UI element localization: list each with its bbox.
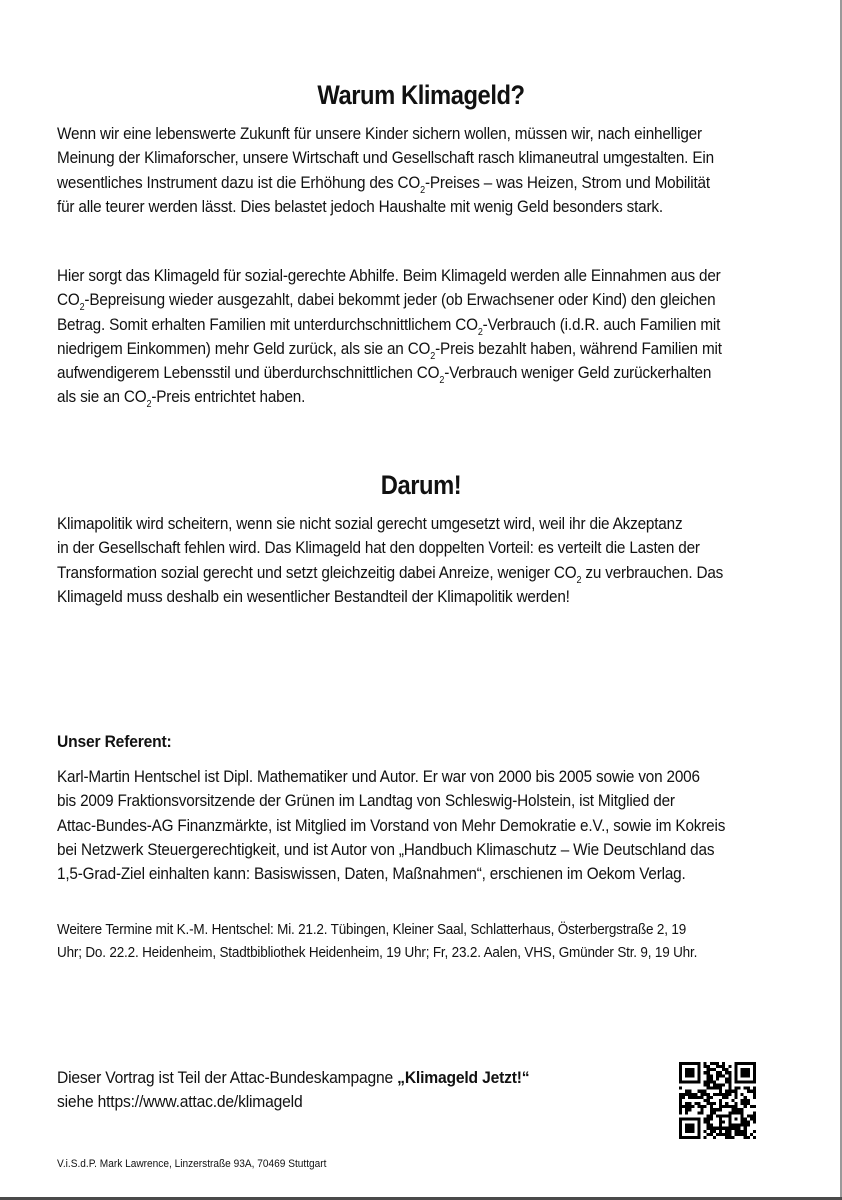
text-line: für alle teurer werden lässt. Dies belastet jedoch Haushalte mit wenig Geld besonders stark.: [57, 196, 663, 216]
text-run: -Preis bezahlt haben, während Familien mit: [435, 338, 722, 358]
text-line: Attac-Bundes-AG Finanzmärkte, ist Mitglied im Vorstand von Mehr Demokratie e.V., sowie im Kokreis: [57, 815, 726, 835]
text-run: Transformation sozial gerecht und setzt gleichzeitig dabei Anreize, weniger CO: [57, 562, 577, 582]
text-run: -Preises – was Heizen, Strom und Mobilität: [424, 172, 710, 192]
subscript: 2: [79, 302, 85, 314]
paragraph-darum: [57, 512, 768, 609]
subscript: 2: [576, 574, 582, 586]
paragraph-klimageld: [57, 264, 768, 410]
text-run: -Preis entrichtet haben.: [151, 387, 306, 407]
text-run: CO: [57, 290, 80, 310]
imprint: V.i.S.d.P. Mark Lawrence, Linzerstraße 93A, 70469 Stuttgart: [57, 1158, 327, 1170]
text-run: -Bepreisung wieder ausgezahlt, dabei bekommt jeder (ob Erwachsener oder Kind) den gleichen: [84, 290, 716, 310]
subscript: 2: [430, 350, 436, 362]
text-run: -Verbrauch (i.d.R. auch Familien mit: [482, 314, 721, 334]
campaign-text: Dieser Vortrag ist Teil der Attac-Bundeskampagne: [57, 1068, 398, 1087]
further-dates: [57, 918, 795, 964]
subscript: 2: [477, 326, 483, 338]
qr-code-icon: [679, 1062, 756, 1139]
text-line: Karl-Martin Hentschel ist Dipl. Mathematiker und Autor. Er war von 2000 bis 2005 sowie von 2006: [57, 767, 700, 786]
referent-heading: Unser Referent:: [57, 732, 172, 751]
text-line: Meinung der Klimaforscher, unsere Wirtschaft und Gesellschaft rasch klimaneutral umgestalten. Ein: [57, 148, 714, 168]
text-line: Hier sorgt das Klimageld für sozial-gerechte Abhilfe. Beim Klimageld werden alle Einnahmen aus der: [57, 266, 721, 285]
text-line: [57, 561, 768, 585]
text-line: [57, 288, 768, 312]
campaign-name: „Klimageld Jetzt!“: [397, 1068, 530, 1087]
subscript: 2: [146, 399, 152, 411]
section-title-warum: Warum Klimageld?: [317, 80, 525, 110]
text-line: Uhr; Do. 22.2. Heidenheim, Stadtbibliothek Heidenheim, 19 Uhr; Fr, 23.2. Aalen, VHS, Gmünder Str. 9, 19 Uhr.: [57, 944, 698, 961]
text-line: [57, 385, 768, 409]
text-run: als sie an CO: [57, 387, 147, 407]
text-line: in der Gesellschaft fehlen wird. Das Klimageld hat den doppelten Vorteil: es verteilt die Lasten der: [57, 538, 700, 558]
campaign-note: [57, 1066, 683, 1114]
text-line: 1,5-Grad-Ziel einhalten kann: Basiswissen, Daten, Maßnahmen“, erschienen im Oekom Verlag.: [57, 864, 686, 884]
text-line: [57, 337, 768, 361]
text-line: bis 2009 Fraktionsvorsitzende der Grünen im Landtag von Schleswig-Holstein, ist Mitglied der: [57, 791, 675, 811]
text-line: [57, 313, 768, 337]
text-run: niedrigem Einkommen) mehr Geld zurück, als sie an CO: [57, 338, 431, 358]
campaign-link[interactable]: siehe https://www.attac.de/klimageld: [57, 1092, 303, 1111]
text-line: Klimageld muss deshalb ein wesentlicher Bestandteil der Klimapolitik werden!: [57, 586, 570, 606]
text-run: wesentliches Instrument dazu ist die Erhöhung des CO: [57, 172, 421, 192]
text-line: [57, 361, 768, 385]
text-line: Weitere Termine mit K.-M. Hentschel: Mi. 21.2. Tübingen, Kleiner Saal, Schlatterhaus, Österbergstraße 2, 19: [57, 921, 687, 938]
text-run: Betrag. Somit erhalten Familien mit unterdurchschnittlichem CO: [57, 314, 478, 334]
text-run: zu verbrauchen. Das: [581, 562, 724, 582]
text-line: Klimapolitik wird scheitern, wenn sie nicht sozial gerecht umgesetzt wird, weil ihr die Akzeptanz: [57, 514, 683, 533]
section-title-darum: Darum!: [380, 470, 462, 500]
text-line: [57, 171, 768, 195]
subscript: 2: [439, 375, 445, 387]
text-line: bei Netzwerk Steuergerechtigkeit, und ist Autor von „Handbuch Klimaschutz – Wie Deutschland das: [57, 839, 715, 859]
text-line: Wenn wir eine lebenswerte Zukunft für unsere Kinder sichern wollen, müssen wir, nach einhelliger: [57, 124, 702, 143]
text-run: -Verbrauch weniger Geld zurückerhalten: [444, 363, 712, 383]
text-run: aufwendigerem Lebensstil und überdurchschnittlichen CO: [57, 363, 440, 383]
subscript: 2: [420, 184, 425, 196]
referent-bio: [57, 765, 768, 886]
paragraph-intro: [57, 122, 768, 219]
